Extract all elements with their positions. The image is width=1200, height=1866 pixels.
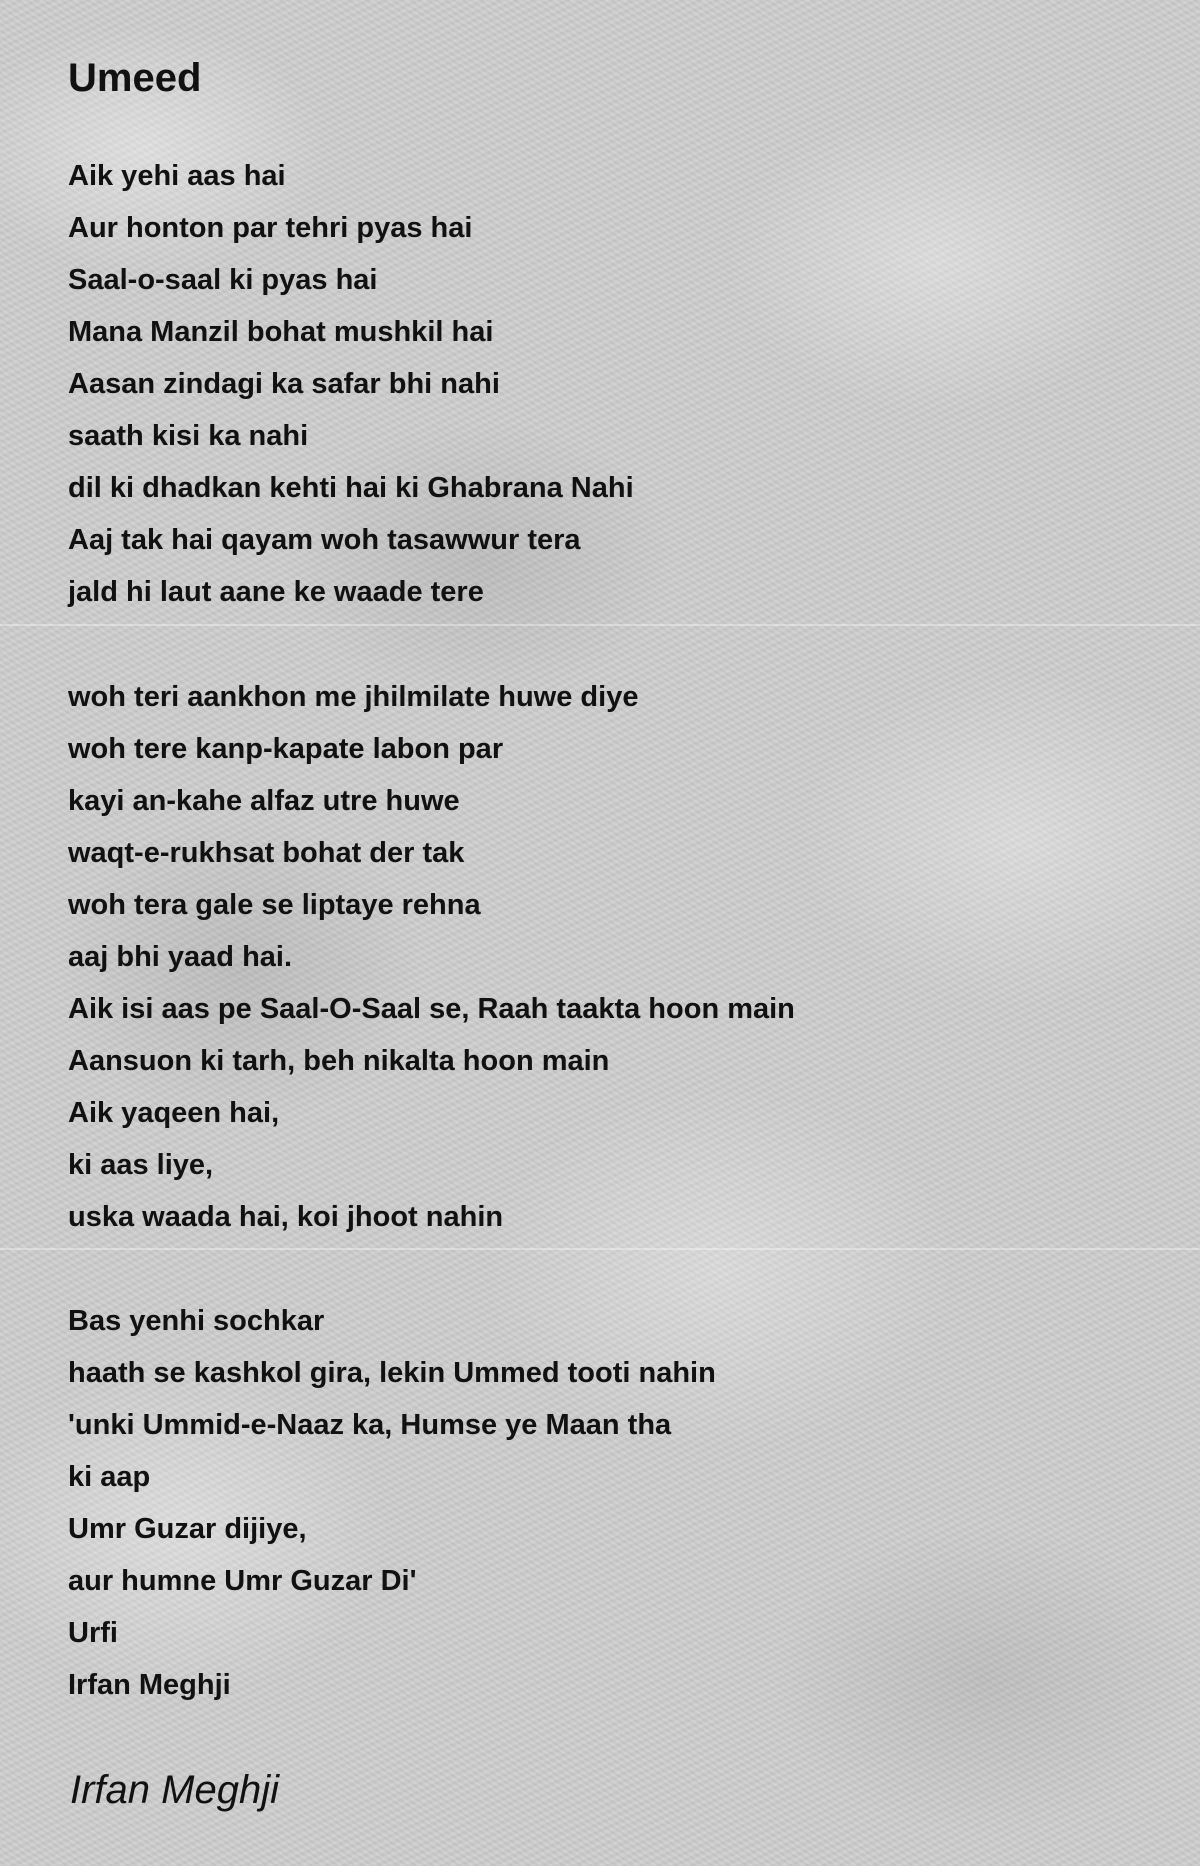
poem-line: Umr Guzar dijiye,	[68, 1513, 307, 1545]
poem-line: uska waada hai, koi jhoot nahin	[68, 1201, 504, 1233]
poem-line: jald hi laut aane ke waade tere	[68, 576, 484, 608]
poem-line: Aansuon ki tarh, beh nikalta hoon main	[68, 1045, 610, 1077]
background-seam	[0, 624, 1200, 626]
poem-title: Umeed	[68, 56, 202, 100]
poem-line: Urfi	[68, 1617, 118, 1649]
poem-line: Aik isi aas pe Saal-O-Saal se, Raah taakta hoon main	[68, 993, 795, 1025]
stanza-1	[68, 150, 634, 618]
poem-line: woh tere kanp-kapate labon par	[68, 733, 504, 765]
poem-line: Aasan zindagi ka safar bhi nahi	[68, 368, 500, 400]
poem-line: haath se kashkol gira, lekin Ummed tooti nahin	[68, 1357, 716, 1389]
stanza-3	[68, 1295, 716, 1711]
poem-line: kayi an-kahe alfaz utre huwe	[68, 785, 460, 817]
poem-line: aur humne Umr Guzar Di'	[68, 1565, 417, 1597]
poem-line: 'unki Ummid-e-Naaz ka, Humse ye Maan tha	[68, 1409, 672, 1441]
poem-line: ki aap	[68, 1461, 151, 1493]
poem-line: dil ki dhadkan kehti hai ki Ghabrana Nahi	[68, 472, 634, 504]
poem-line: Aik yehi aas hai	[68, 160, 286, 192]
poem-line: Irfan Meghji	[68, 1669, 231, 1701]
background-seam	[0, 1248, 1200, 1250]
poem-line: saath kisi ka nahi	[68, 420, 309, 452]
stanza-2	[68, 671, 795, 1243]
poem-line: aaj bhi yaad hai.	[68, 941, 293, 973]
poem-line: Aur honton par tehri pyas hai	[68, 212, 473, 244]
poem-line: Mana Manzil bohat mushkil hai	[68, 316, 494, 348]
poem-line: waqt-e-rukhsat bohat der tak	[68, 837, 465, 869]
poem-line: ki aas liye,	[68, 1149, 214, 1181]
poem-line: Bas yenhi sochkar	[68, 1305, 325, 1337]
poem-line: woh tera gale se liptaye rehna	[68, 889, 481, 921]
author-signature: Irfan Meghji	[70, 1768, 279, 1812]
poem-line: Saal-o-saal ki pyas hai	[68, 264, 378, 296]
poem-line: Aaj tak hai qayam woh tasawwur tera	[68, 524, 581, 556]
poem-line: woh teri aankhon me jhilmilate huwe diye	[68, 681, 639, 713]
poem-line: Aik yaqeen hai,	[68, 1097, 280, 1129]
